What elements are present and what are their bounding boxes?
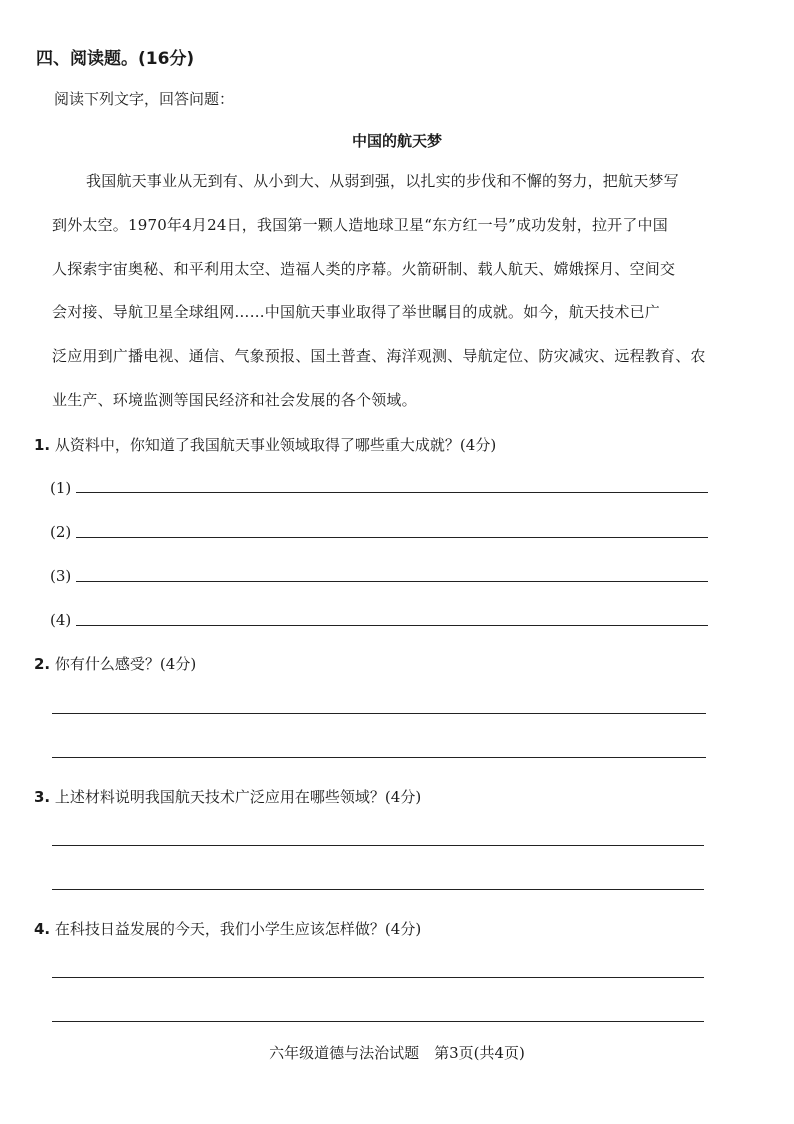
article-line: 会对接、导航卫星全球组网……中国航天事业取得了举世瞩目的成就。如今，航天技术已广 — [52, 303, 661, 321]
question-4 — [34, 918, 421, 939]
answer-line-3-2[interactable] — [52, 889, 704, 890]
article-line: 我国航天事业从无到有、从小到大、从弱到强，以扎实的步伐和不懈的努力，把航天梦写 — [86, 172, 679, 190]
question-3 — [34, 786, 421, 807]
answer-line-2-1[interactable] — [52, 713, 706, 714]
question-text: 在科技日益发展的今天，我们小学生应该怎样做？(4分) — [54, 920, 422, 938]
question-text: 你有什么感受？(4分) — [54, 655, 197, 673]
answer-line-4-2[interactable] — [52, 1021, 704, 1022]
answer-line-1-4[interactable] — [76, 625, 708, 626]
reading-instruction: 阅读下列文字，回答问题： — [54, 90, 235, 108]
answer-label: (1) — [50, 479, 72, 497]
article-line: 业生产、环境监测等国民经济和社会发展的各个领域。 — [52, 391, 417, 409]
article-title: 中国的航天梦 — [351, 132, 442, 150]
article-line: 人探索宇宙奥秘、和平利用太空、造福人类的序幕。火箭研制、载人航天、嫦娥探月、空间交 — [52, 260, 676, 278]
answer-line-1-3[interactable] — [76, 581, 708, 582]
answer-line-1-1[interactable] — [76, 492, 708, 493]
article-line: 到外太空。1970年4月24日，我国第一颗人造地球卫星“东方红一号”成功发射，拉开了中国 — [52, 216, 668, 234]
question-number: 4. — [34, 920, 51, 938]
question-number: 2. — [34, 655, 51, 673]
answer-line-1-2[interactable] — [76, 537, 708, 538]
question-text: 从资料中，你知道了我国航天事业领域取得了哪些重大成就？(4分) — [54, 436, 497, 454]
answer-line-2-2[interactable] — [52, 757, 706, 758]
question-1 — [34, 434, 496, 455]
question-number: 1. — [34, 436, 51, 454]
question-number: 3. — [34, 788, 51, 806]
question-text: 上述材料说明我国航天技术广泛应用在哪些领域？(4分) — [54, 788, 422, 806]
page-footer: 六年级道德与法治试题 第3页(共4页) — [269, 1044, 525, 1062]
answer-line-3-1[interactable] — [52, 845, 704, 846]
answer-label: (2) — [50, 523, 72, 541]
answer-label: (4) — [50, 611, 72, 629]
section-title: 四、阅读题。(16分) — [36, 49, 195, 69]
answer-line-4-1[interactable] — [52, 977, 704, 978]
article-line: 泛应用到广播电视、通信、气象预报、国土普查、海洋观测、导航定位、防灾减灾、远程教育、农 — [52, 347, 706, 365]
question-2 — [34, 653, 196, 674]
answer-label: (3) — [50, 567, 72, 585]
